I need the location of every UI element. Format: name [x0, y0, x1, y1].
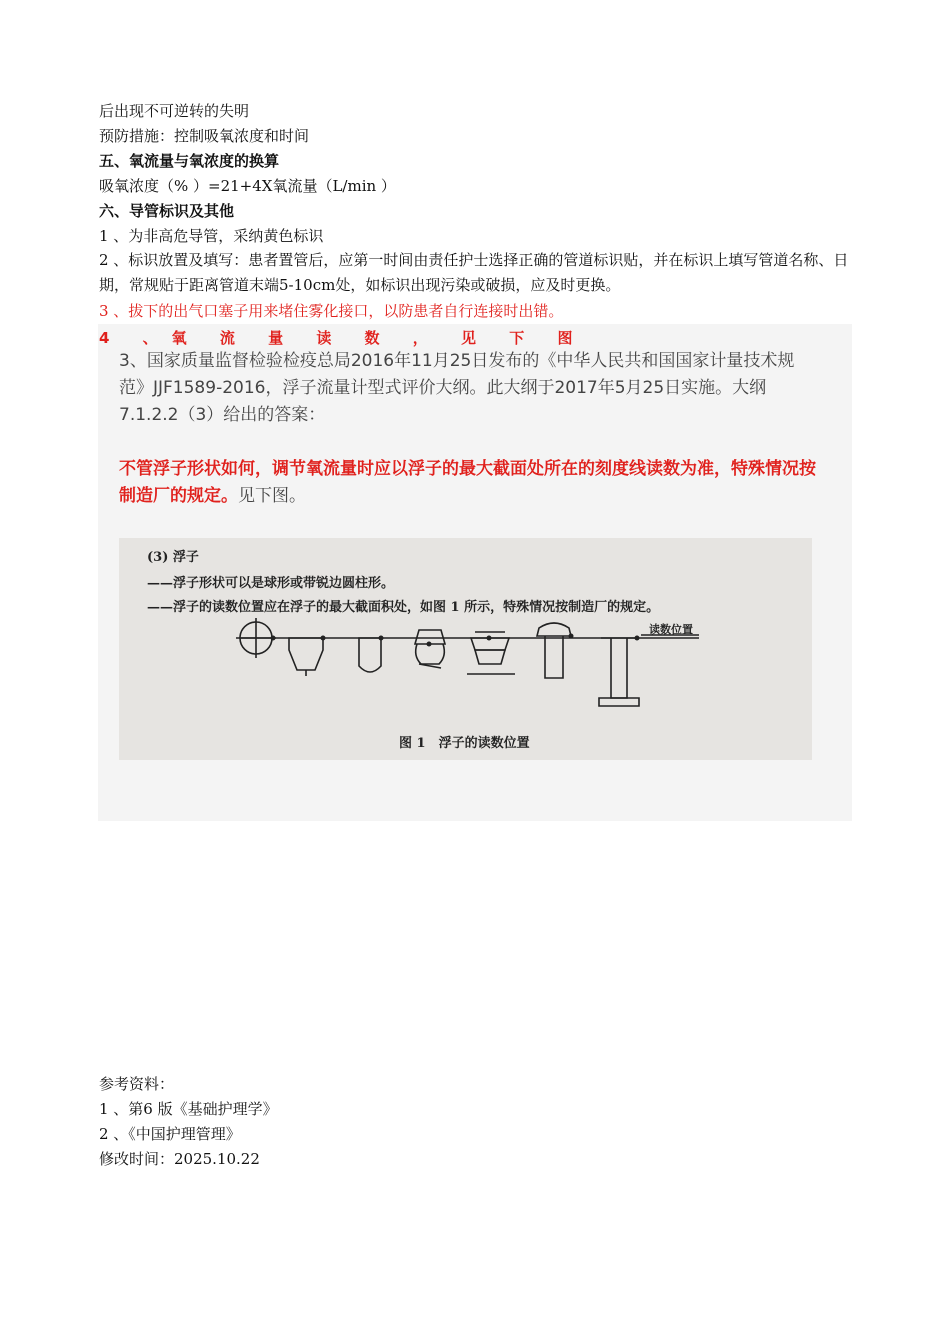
- photo-tail-text: 见下图。: [238, 486, 306, 506]
- figure-line: ——浮子形状可以是球形或带锐边圆柱形。: [147, 576, 395, 591]
- reference-item: 2 、《中国护理管理》: [99, 1125, 241, 1143]
- photo-highlight: [119, 456, 819, 510]
- photo-paragraph: 3、国家质量监督检验检疫总局2016年11月25日发布的《中华人民共和国国家计量技术规范》JJF1589-2016，浮子流量计型式评价大纲。此大纲于2017年5月25日实施。大纲7.1.2.2（3）给出的答案：: [119, 351, 795, 425]
- float-diagram: [119, 538, 812, 760]
- section-heading-5: 五、氧流量与氧浓度的换算: [99, 152, 280, 170]
- formula-line: 吸氧浓度（% ）=21+4X氧流量（L/min ）: [99, 177, 396, 195]
- text-line: 预防措施：控制吸氧浓度和时间: [99, 127, 310, 145]
- text-line: 后出现不可逆转的失明: [99, 102, 250, 120]
- figure-line: ——浮子的读数位置应在浮子的最大截面积处，如图 1 所示，特殊情况按制造厂的规定。: [147, 600, 660, 615]
- figure-caption: 图 1 浮子的读数位置: [399, 736, 530, 751]
- list-item-red: 3 、拔下的出气口塞子用来堵住雾化接口，以防患者自行连接时出错。: [99, 302, 564, 320]
- photo-red-text: 不管浮子形状如何，调节氧流量时应以浮子的最大截面处所在的刻度线读数为准，特殊情况按制造厂的规定。: [119, 459, 816, 506]
- section-heading-6: 六、导管标识及其他: [99, 202, 235, 220]
- figure-title: (3) 浮子: [147, 550, 199, 565]
- list-item: 1 、为非高危导管，采纳黄色标识: [99, 227, 324, 245]
- modified-time: 修改时间：2025.10.22: [99, 1150, 260, 1168]
- reading-position-label: 读数位置: [649, 623, 693, 636]
- embedded-photo: [98, 324, 852, 821]
- float-figure: [119, 538, 812, 760]
- references-title: 参考资料：: [99, 1075, 175, 1093]
- section-heading-4: 4 、氧 流 量 读 数 ， 见 下 图: [99, 329, 587, 347]
- list-item: 2 、标识放置及填写：患者置管后，应第一时间由责任护士选择正确的管道标识贴，并在标识上填写管道名称、日期，常规贴于距离管道末端5-10cm处，如标识出现污染或破损，应及时更换。: [99, 251, 849, 294]
- reference-item: 1 、第6 版《基础护理学》: [99, 1100, 278, 1118]
